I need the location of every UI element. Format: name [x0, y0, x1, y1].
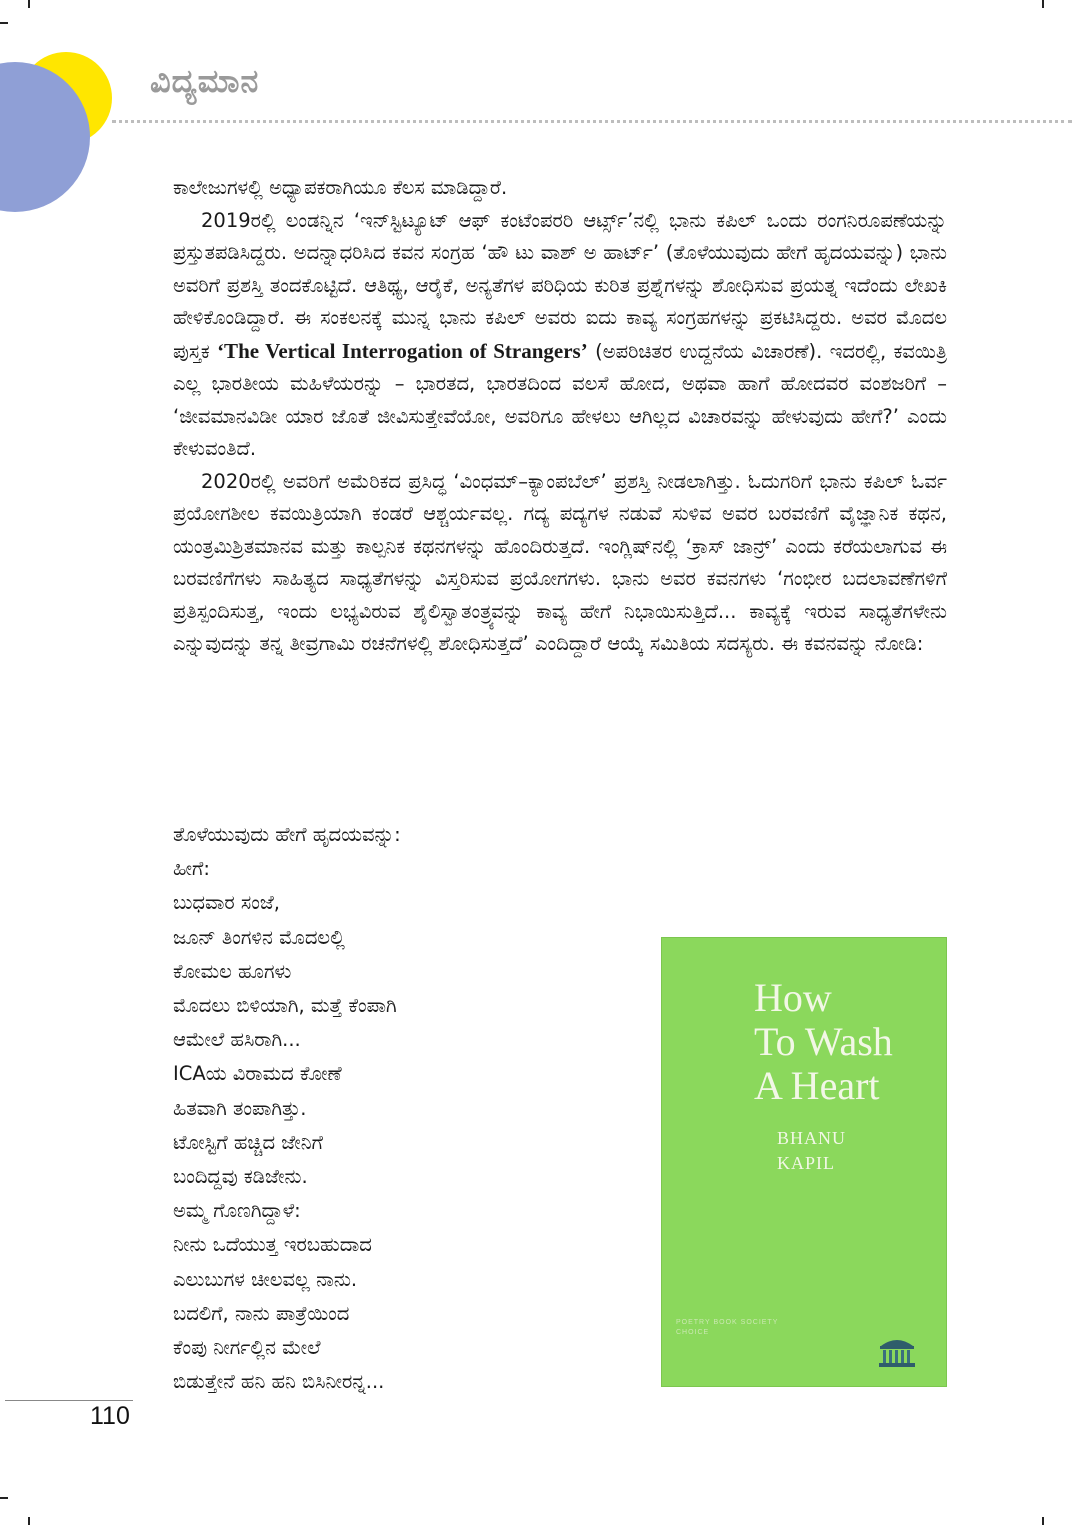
- crop-mark-top-right: [1042, 0, 1044, 8]
- paragraph: ಕಾಲೇಜುಗಳಲ್ಲಿ ಅಧ್ಯಾಪಕರಾಗಿಯೂ ಕೆಲಸ ಮಾಡಿದ್ದಾರೆ.: [173, 176, 508, 199]
- english-book-title: ‘The Vertical Interrogation of Strangers’: [217, 338, 588, 363]
- book-cover-title-line: A Heart: [754, 1063, 880, 1108]
- poem-line: ಕೆಂಪು ನೀರ್ಗಲ್ಲಿನ ಮೇಲೆ: [173, 1336, 321, 1360]
- paragraph: [173, 205, 947, 466]
- book-cover-title: [754, 976, 893, 1108]
- book-cover-author: [777, 1126, 846, 1176]
- poem-line: ಎಲುಬುಗಳ ಚೀಲವಲ್ಲ ನಾನು.: [173, 1267, 358, 1291]
- poem-line: ಮೊದಲು ಬಿಳಿಯಾಗಿ, ಮತ್ತೆ ಕೆಂಪಾಗಿ: [173, 994, 397, 1018]
- poem-line: ಜೂನ್ ತಿಂಗಳಿನ ಮೊದಲಲ್ಲಿ: [173, 925, 345, 949]
- book-cover-title-line: How: [754, 975, 832, 1020]
- book-cover-imprint-line: POETRY BOOK SOCIETY: [676, 1319, 779, 1326]
- paragraph-text: (ಅಪರಿಚಿತರ ಉದ್ದನೆಯ ವಿಚಾರಣೆ). ಇದರಲ್ಲಿ, ಕವಯಿತ್ರಿ ಎಲ್ಲ ಭಾರತೀಯ ಮಹಿಳೆಯರನ್ನು – ಭಾರತದ, ಭಾರತದಿಂದ ವಲಸೆ ಹೋದ, ಅಥವಾ ಹಾಗೆ ಹೋದವರ ವಂಶಜರಿಗೆ – ‘ಜೀವಮಾನವಿಡೀ ಯಾರ ಜೊತೆ ಜೀವಿಸುತ್ತೇವೆಯೋ, ಅವರಿಗೂ ಹೇಳಲು ಆಗಿಲ್ಲದ ವಿಚಾರವನ್ನು ಹೇಳುವುದು ಹೇಗೆ?’ ಎಂದು ಕೇಳುವಂತಿದೆ.: [173, 339, 948, 460]
- poem-line: ತೊಳೆಯುವುದು ಹೇಗೆ ಹೃದಯವನ್ನು:: [173, 823, 401, 846]
- page-number: 110: [90, 1402, 130, 1430]
- poem-line: ಕೋಮಲ ಹೂಗಳು: [173, 959, 292, 983]
- poem-line: ಆಮೇಲೆ ಹಸಿರಾಗಿ...: [173, 1028, 301, 1052]
- poem-line: ಅಮ್ಮ ಗೊಣಗಿದ್ದಾಳೆ:: [173, 1199, 301, 1223]
- poem-line: ಟೋಸ್ಟಿಗೆ ಹಚ್ಚಿದ ಜೇನಿಗೆ: [173, 1130, 323, 1154]
- running-head: ವಿದ್ಯಮಾನ: [150, 62, 260, 100]
- book-cover-image: [661, 937, 947, 1387]
- poem-line: ಬಂದಿದ್ದವು ಕಡಿಜೇನು.: [173, 1165, 308, 1189]
- poem-line: ನೀನು ಒದೆಯುತ್ತ ಇರಬಹುದಾದ: [173, 1233, 372, 1257]
- crop-mark-bottom-left: [28, 1517, 30, 1525]
- book-cover-author-line: KAPIL: [777, 1153, 835, 1173]
- book-cover-imprint-line: CHOICE: [676, 1329, 710, 1336]
- publisher-building-icon: [878, 1334, 916, 1368]
- crop-mark-top-left: [28, 0, 30, 8]
- paragraph-text: 2019ರಲ್ಲಿ ಲಂಡನ್ನಿನ ‘ಇನ್‌ಸ್ಟಿಟ್ಯೂಟ್ ಆಫ್ ಕಂಟೆಂಪರರಿ ಆರ್ಟ್ಸ್’ನಲ್ಲಿ ಭಾನು ಕಪಿಲ್ ಒಂದು ರಂಗನಿರೂಪಣೆಯನ್ನು ಪ್ರಸ್ತುತಪಡಿಸಿದ್ದರು. ಅದನ್ನಾಧರಿಸಿದ ಕವನ ಸಂಗ್ರಹ ‘ಹೌ ಟು ವಾಶ್ ಅ ಹಾರ್ಟ್’ (ತೊಳೆಯುವುದು ಹೇಗೆ ಹೃದಯವನ್ನು) ಭಾನು ಅವರಿಗೆ ಪ್ರಶಸ್ತಿ ತಂದಕೊಟ್ಟಿದೆ. ಆತಿಥ್ಯ, ಆರೈಕೆ, ಅನ್ಯತೆಗಳ ಪರಿಧಿಯ ಕುರಿತ ಪ್ರಶ್ನೆಗಳನ್ನು ಶೋಧಿಸುವ ಪ್ರಯತ್ನ ಇದೆಂದು ಲೇಖಕಿ ಹೇಳಿಕೊಂಡಿದ್ದಾರೆ. ಈ ಸಂಕಲನಕ್ಕೆ ಮುನ್ನ ಭಾನು ಕಪಿಲ್ ಅವರು ಐದು ಕಾವ್ಯ ಸಂಗ್ರಹಗಳನ್ನು ಪ್ರಕಟಿಸಿದ್ದರು. ಅವರ ಮೊದಲ ಪುಸ್ತಕ: [173, 208, 947, 363]
- crop-mark-left-lower: [0, 1497, 8, 1499]
- poem-line: ಹಿತವಾಗಿ ತಂಪಾಗಿತ್ತು.: [173, 1096, 307, 1120]
- book-cover-author-line: BHANU: [777, 1128, 847, 1148]
- dotted-divider: [112, 120, 1072, 123]
- crop-mark-left-upper: [0, 22, 8, 24]
- poem-line: ಬದಲಿಗೆ, ನಾನು ಪಾತ್ರೆಯಿಂದ: [173, 1301, 350, 1325]
- poem-line: ಬುಧವಾರ ಸಂಜೆ,: [173, 891, 280, 915]
- footer-rule: [5, 1400, 133, 1401]
- article-body: [173, 172, 947, 661]
- book-cover-imprint: [676, 1318, 826, 1338]
- poem: [173, 818, 593, 1399]
- poem-line: ಹೀಗೆ:: [173, 857, 210, 881]
- poem-line: ಬಿಡುತ್ತೇನೆ ಹನಿ ಹನಿ ಬಿಸಿನೀರನ್ನ...: [173, 1370, 385, 1394]
- poem-line: ICAಯ ವಿರಾಮದ ಕೋಣೆ: [173, 1062, 342, 1086]
- paragraph: 2020ರಲ್ಲಿ ಅವರಿಗೆ ಅಮೆರಿಕದ ಪ್ರಸಿದ್ಧ ‘ವಿಂಧಮ್–ಕ್ಯಾಂಪಬೆಲ್’ ಪ್ರಶಸ್ತಿ ನೀಡಲಾಗಿತ್ತು. ಓದುಗರಿಗೆ ಭಾನು ಕಪಿಲ್ ಓರ್ವ ಪ್ರಯೋಗಶೀಲ ಕವಯಿತ್ರಿಯಾಗಿ ಕಂಡರೆ ಆಶ್ಚರ್ಯವಲ್ಲ. ಗದ್ಯ ಪದ್ಯಗಳ ನಡುವೆ ಸುಳಿವ ಅವರ ಬರವಣಿಗೆ ವೈಜ್ಞಾನಿಕ ಕಥನ, ಯಂತ್ರಮಿಶ್ರಿತಮಾನವ ಮತ್ತು ಕಾಲ್ಪನಿಕ ಕಥನಗಳನ್ನು ಹೊಂದಿರುತ್ತದೆ. ಇಂಗ್ಲಿಷ್‌ನಲ್ಲಿ ‘ಕ್ರಾಸ್ ಜಾನ್ರ್’ ಎಂದು ಕರೆಯಲಾಗುವ ಈ ಬರವಣಿಗೆಗಳು ಸಾಹಿತ್ಯದ ಸಾಧ್ಯತೆಗಳನ್ನು ವಿಸ್ತರಿಸುವ ಪ್ರಯೋಗಗಳು. ಭಾನು ಅವರ ಕವನಗಳು ‘ಗಂಭೀರ ಬದಲಾವಣೆಗಳಿಗೆ ಪ್ರತಿಸ್ಪಂದಿಸುತ್ತ, ಇಂದು ಲಭ್ಯವಿರುವ ಶೈಲಿಸ್ವಾತಂತ್ರ್ಯವನ್ನು ಕಾವ್ಯ ಹೇಗೆ ನಿಭಾಯಿಸುತ್ತಿದೆ... ಕಾವ್ಯಕ್ಕೆ ಇರುವ ಸಾಧ್ಯತೆಗಳೇನು ಎನ್ನುವುದನ್ನು ತನ್ನ ತೀವ್ರಗಾಮಿ ರಚನೆಗಳಲ್ಲಿ ಶೋಧಿಸುತ್ತದೆ’ ಎಂದಿದ್ದಾರೆ ಆಯ್ಕೆ ಸಮಿತಿಯ ಸದಸ್ಯರು. ಈ ಕವನವನ್ನು ನೋಡಿ:: [173, 469, 947, 655]
- crop-mark-bottom-right: [1042, 1517, 1044, 1525]
- book-cover-title-line: To Wash: [754, 1019, 893, 1064]
